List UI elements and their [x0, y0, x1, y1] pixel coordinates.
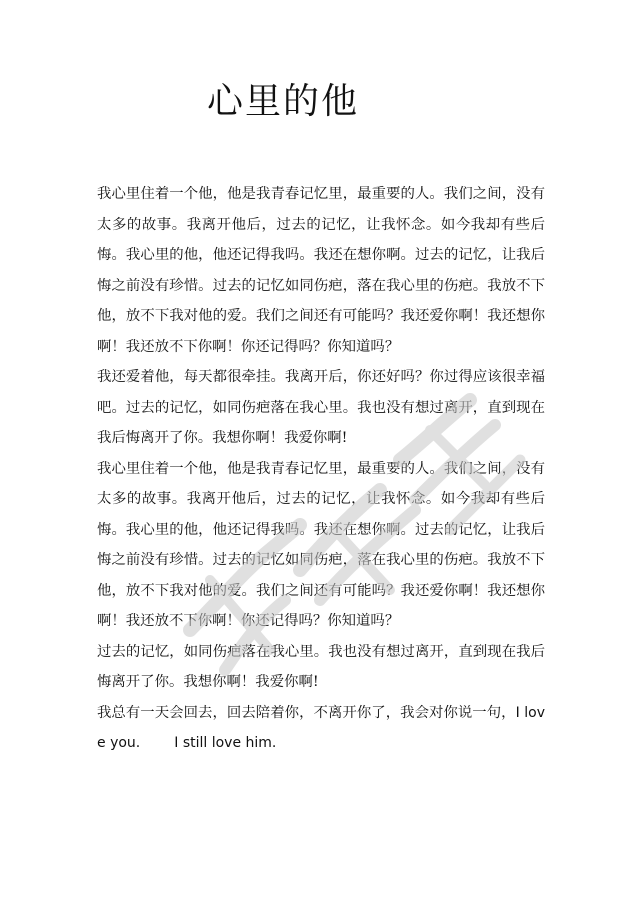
- document-body: [97, 179, 545, 759]
- paragraph-5-english-2: I still love him.: [174, 735, 277, 751]
- paragraph-5: [97, 698, 545, 759]
- document-title: 心里的他: [206, 81, 359, 122]
- paragraph-2: 我还爱着他，每天都很牵挂。我离开后，你还好吗？你过得应该很幸福吧。过去的记忆，如同伤疤落在我心里。我也没有想过离开，直到现在我后悔离开了你。我想你啊！我爱你啊!: [97, 369, 545, 446]
- paragraph-4: 过去的记忆，如同伤疤落在我心里。我也没有想过离开，直到现在我后悔离开了你。我想你啊！我爱你啊!: [97, 643, 545, 690]
- paragraph-3: 我心里住着一个他，他是我青春记忆里，最重要的人。我们之间，没有太多的故事。我离开他后，过去的记忆，让我怀念。如今我却有些后悔。我心里的他，他还记得我吗。我还在想你啊。过去的记忆，让我后悔之前没有珍惜。过去的记忆如同伤疤，落在我心里的伤疤。我放不下 他，放不下我对他的爱。我们之间还有可能吗？我还爱你啊！我还想你啊！我还放不下你啊！你还记得吗？你知道吗？: [97, 460, 545, 629]
- paragraph-1: 我心里住着一个他，他是我青春记忆里，最重要的人。我们之间，没有太多的故事。我离开他后，过去的记忆，让我怀念。如今我却有些后悔。我心里的他，他还记得我吗。我还在想你啊。过去的记忆，让我后悔之前没有珍惜。过去的记忆如同伤疤，落在我心里的伤疤。我放不下 他，放不下我对他的爱。我们之间还有可能吗？我还爱你啊！我还想你啊！我还放不下你啊！你还记得吗？你知道吗？: [97, 186, 545, 355]
- paragraph-5-chinese: 我总有一天会回去，回去陪着你，不离开你了，我会对你说一句，: [97, 704, 516, 721]
- paragraph-5-english-1: I love you.: [97, 704, 545, 751]
